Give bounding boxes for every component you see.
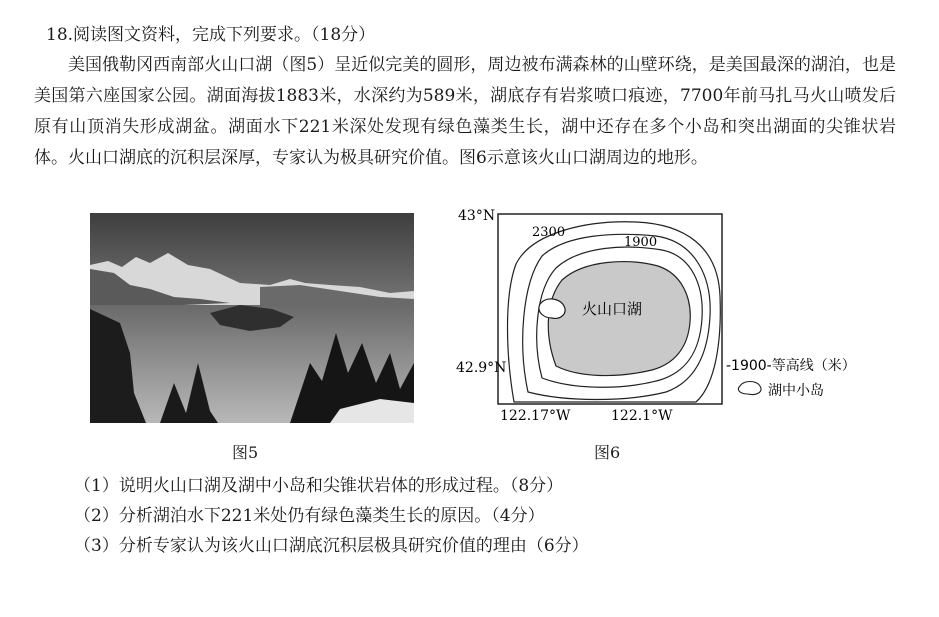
question-paragraph: 美国俄勒冈西南部火山口湖（图5）呈近似完美的圆形，周边被布满森林的山壁环绕，是美国最深的湖泊，也是美国第六座国家公园。湖面海拔1883米，水深约为589米，湖底存有岩浆喷口痕迹，7700年前马扎马火山喷发后原有山顶消失形成湖盆。湖面水下221米深处发现有绿色藻类生长，湖中还存在多个小岛和突出湖面的尖锥状岩体。火山口湖底的沉积层深厚，专家认为极具研究价值。图6示意该火山口湖周边的地形。 [34,55,896,168]
lon-right-label: 122.1°W [611,408,673,424]
lat-top-label: 43°N [458,208,496,224]
subquestion-1: （1）说明火山口湖及湖中小岛和尖锥状岩体的形成过程。（8分） [74,476,564,496]
terrain-map [456,206,886,436]
island-shape [539,299,565,318]
legend-contour: -1900-等高线（米） [726,358,856,374]
contour-2300-label: 2300 [532,225,566,240]
subquestion-3: （3）分析专家认为该火山口湖底沉积层极具研究价值的理由（6分） [74,536,589,556]
lon-left-label: 122.17°W [500,408,571,424]
lat-bottom-label: 42.9°N [456,360,507,376]
lake-label: 火山口湖 [582,300,643,318]
figure6-caption: 图6 [594,443,621,462]
figure5-caption: 图5 [232,443,259,462]
legend-island: 湖中小岛 [768,383,824,399]
question-title: 18.阅读图文资料，完成下列要求。（18分） [46,25,376,45]
subquestion-2: （2）分析湖泊水下221米处仍有绿色藻类生长的原因。（4分） [74,506,545,526]
contour-1900-label: 1900 [624,235,658,250]
lake [548,262,690,376]
legend-island-icon [738,382,761,395]
crater-lake-photo [90,213,414,423]
